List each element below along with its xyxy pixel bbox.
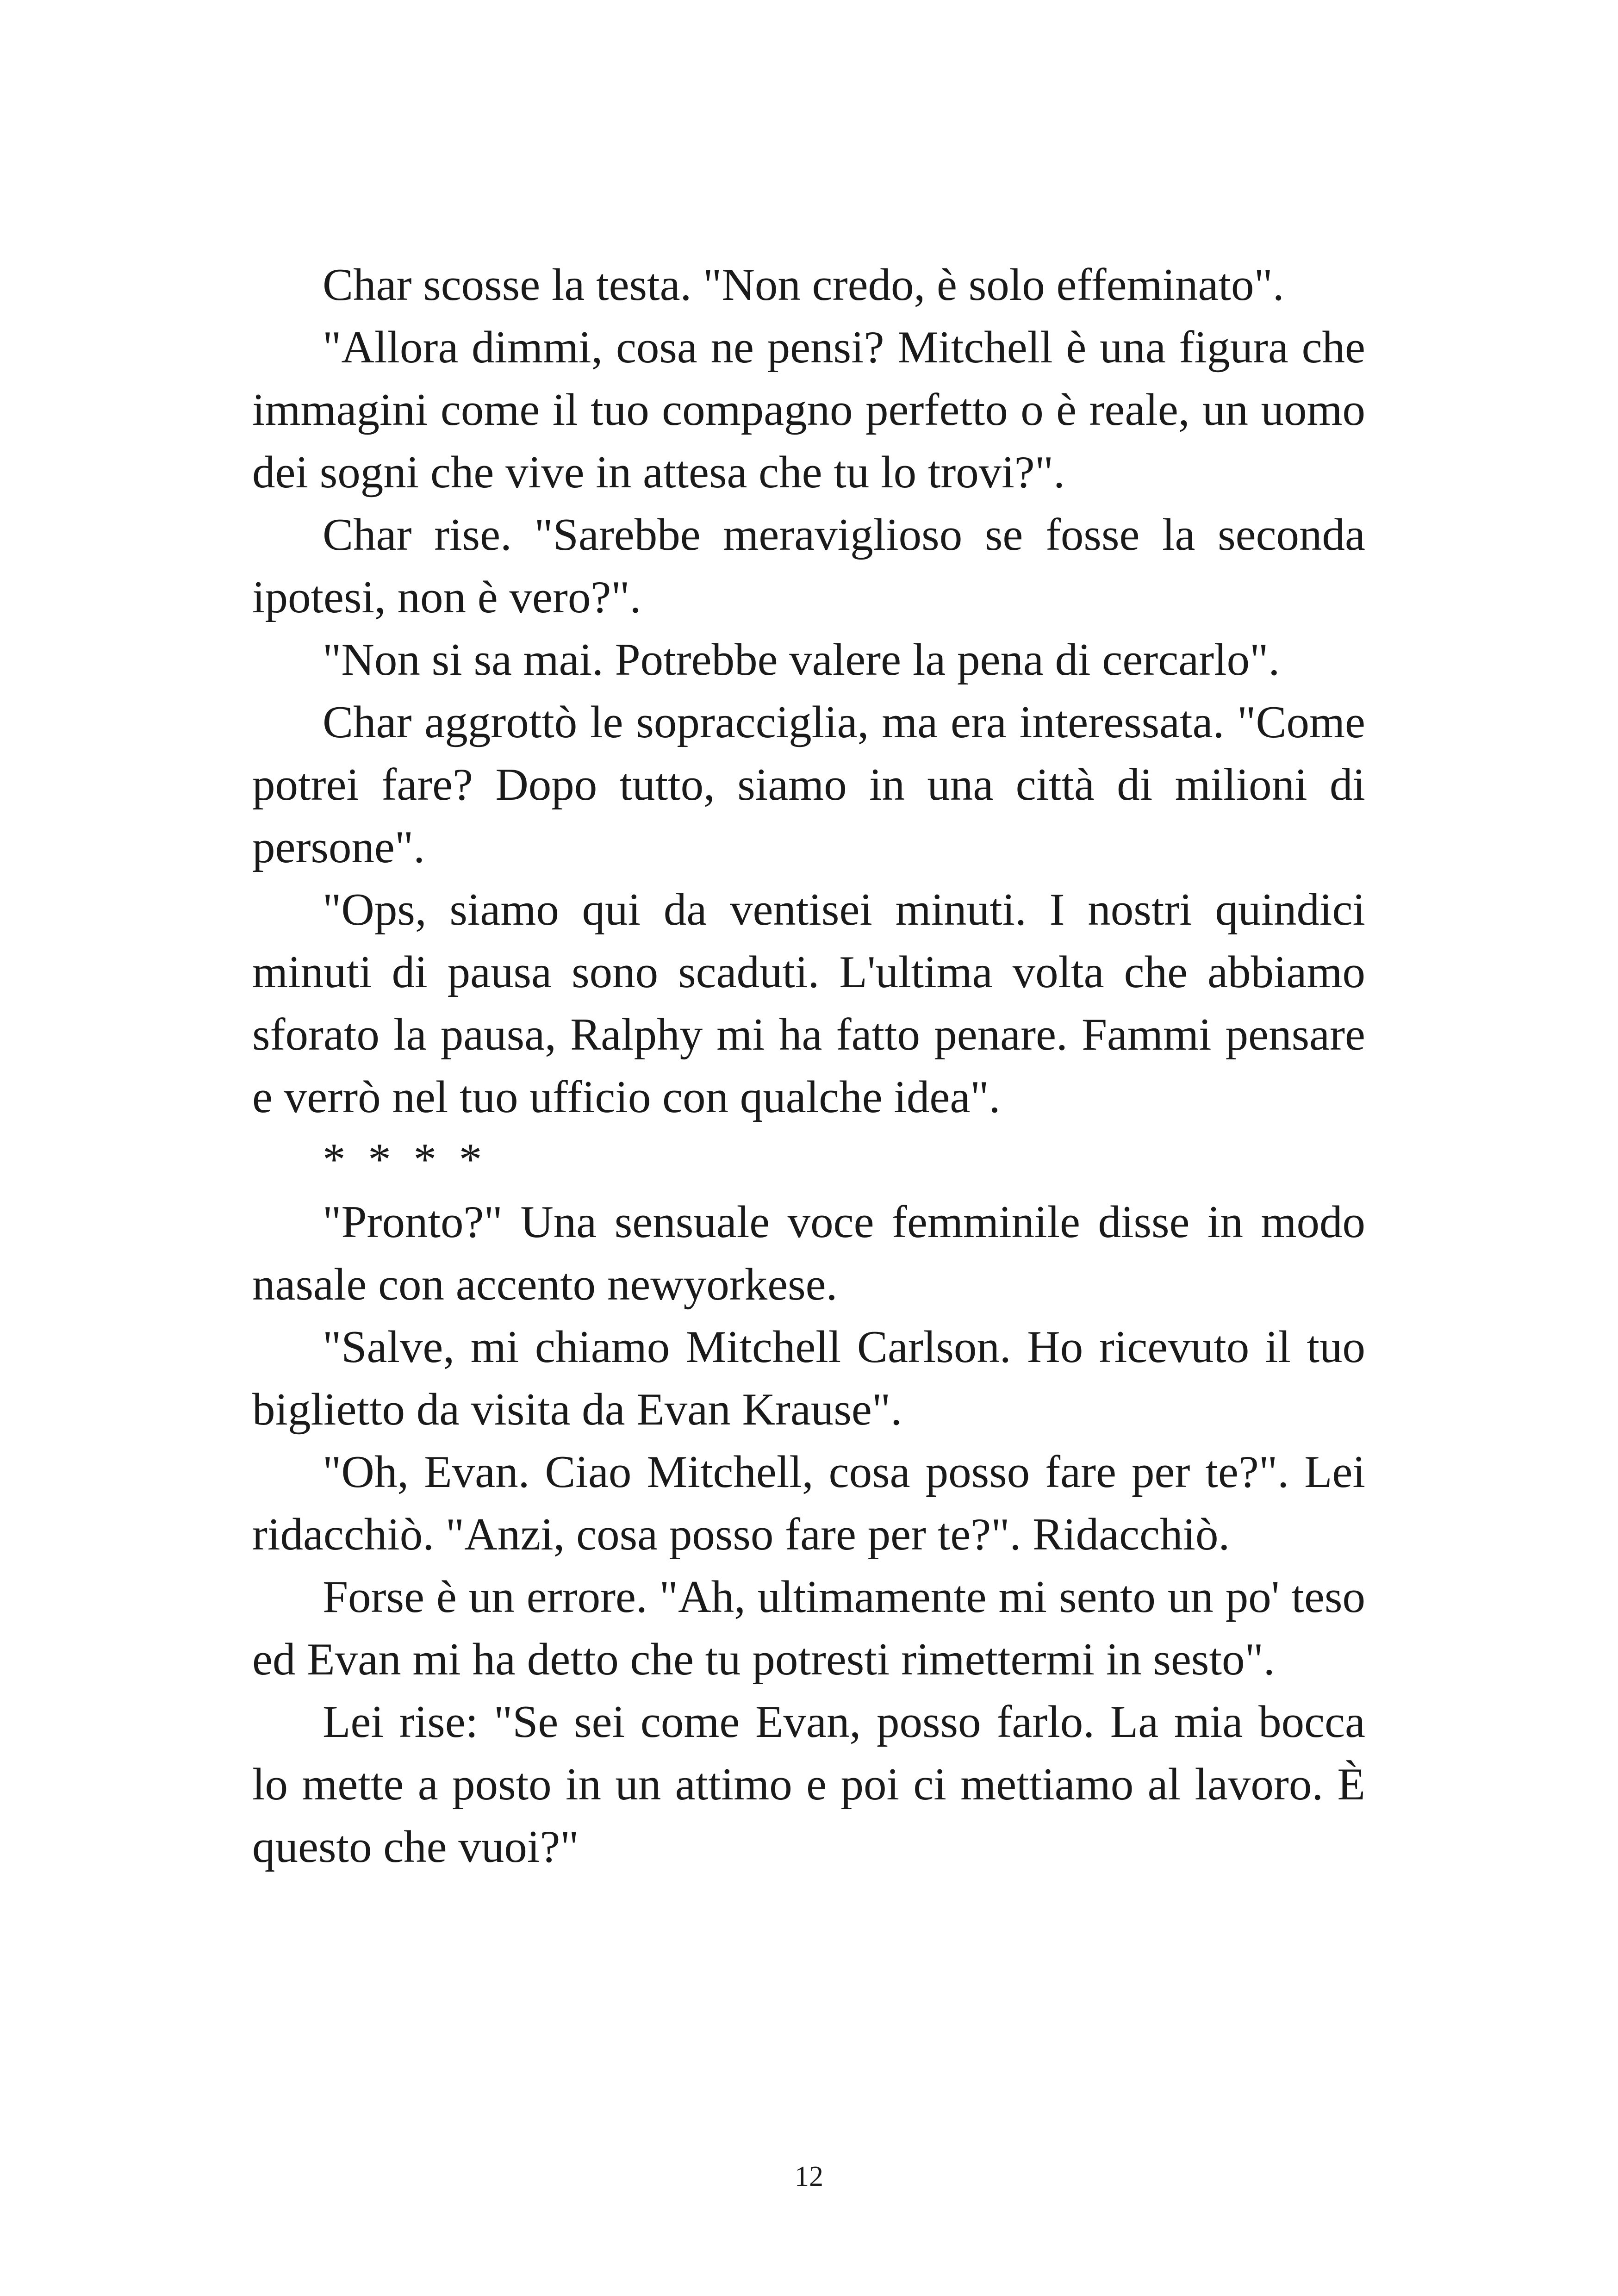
paragraph: "Oh, Evan. Ciao Mitchell, cosa posso fare per te?". Lei ridacchiò. "Anzi, cosa posso fare per te?". Ridacchiò.: [252, 1447, 1365, 1560]
paragraph: "Non si sa mai. Potrebbe valere la pena di cercarlo".: [323, 635, 1280, 685]
paragraph: "Ops, siamo qui da ventisei minuti. I nostri quindici minuti di pausa sono scaduti. L'ultima volta che abbiamo sforato la pausa, Ralphy mi ha fatto penare. Fammi pensare e verrò nel tuo ufficio con qualche idea".: [252, 884, 1365, 1122]
paragraph: Forse è un errore. "Ah, ultimamente mi sento un po' teso ed Evan mi ha detto che tu potresti rimettermi in sesto".: [252, 1572, 1365, 1685]
paragraph: Char scosse la testa. "Non credo, è solo effeminato".: [323, 260, 1284, 310]
page-number: 12: [795, 2161, 823, 2192]
body-text: [252, 254, 1365, 1878]
paragraph: Char rise. "Sarebbe meraviglioso se fosse la seconda ipotesi, non è vero?".: [252, 510, 1365, 622]
scene-break: * * * *: [323, 1134, 488, 1185]
paragraph: Lei rise: "Se sei come Evan, posso farlo. La mia bocca lo mette a posto in un attimo e poi ci mettiamo al lavoro. È questo che vuoi?": [252, 1697, 1365, 1872]
paragraph: "Salve, mi chiamo Mitchell Carlson. Ho ricevuto il tuo biglietto da visita da Evan Krause".: [252, 1322, 1365, 1435]
paragraph: "Allora dimmi, cosa ne pensi? Mitchell è una figura che immagini come il tuo compagno perfetto o è reale, un uomo dei sogni che vive in attesa che tu lo trovi?".: [252, 322, 1365, 498]
paragraph: "Pronto?" Una sensuale voce femminile disse in modo nasale con accento newyorkese.: [252, 1197, 1365, 1310]
paragraph: Char aggrottò le sopracciglia, ma era interessata. "Come potrei fare? Dopo tutto, siamo in una città di milioni di persone".: [252, 697, 1365, 872]
